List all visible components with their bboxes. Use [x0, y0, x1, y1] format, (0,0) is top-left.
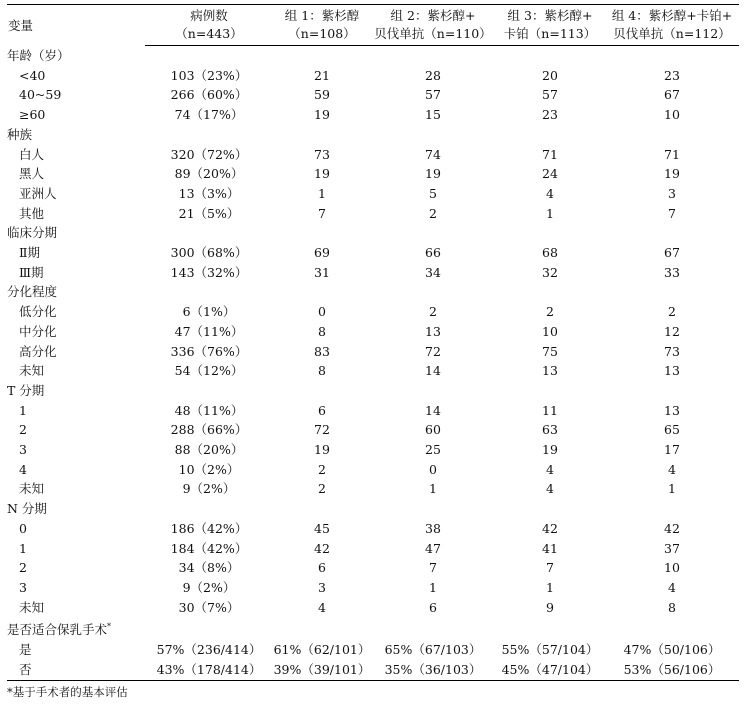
table-cell: 65	[664, 422, 680, 438]
table-cell: 38	[425, 520, 441, 536]
table-cell: 4	[668, 579, 676, 595]
category-label	[7, 381, 145, 401]
table-cell: 7	[546, 560, 554, 576]
table-row	[7, 558, 739, 578]
label-text: <40	[19, 67, 46, 83]
table-cell: 30（7%）	[178, 599, 240, 615]
row-label	[7, 85, 145, 105]
table-cell: 14	[425, 402, 441, 418]
table-cell: 13	[664, 402, 680, 418]
header-group4-line1: 组 4：紫杉醇+卡铂+	[605, 5, 739, 26]
category-spacer	[145, 125, 739, 145]
table-cell: 33	[664, 264, 680, 280]
table-cell: 2	[668, 304, 676, 320]
label-text: 低分化	[19, 304, 57, 320]
table-row	[7, 440, 739, 460]
category-row	[7, 499, 739, 519]
table-cell: 10	[664, 560, 680, 576]
table-row	[7, 184, 739, 204]
label-text: 年龄（岁）	[7, 47, 70, 63]
table-cell: 45	[314, 520, 330, 536]
row-label	[7, 440, 145, 460]
table-cell: 13（3%）	[178, 185, 240, 201]
row-label	[7, 204, 145, 224]
row-label	[7, 164, 145, 184]
label-text: 40~59	[19, 87, 62, 103]
label-text: 临床分期	[7, 225, 58, 241]
table-cell: 35%（36/103）	[371, 660, 495, 680]
table-cell: 74	[425, 146, 441, 162]
table-cell: 266（60%）	[170, 87, 248, 103]
table-cell: 4	[546, 481, 554, 497]
label-text: 未知	[19, 481, 45, 497]
table-cell: 71	[664, 146, 680, 162]
table-cell: 3	[318, 579, 326, 595]
table-cell: 34	[425, 264, 441, 280]
table-cell: 19	[314, 166, 330, 182]
table-row	[7, 519, 739, 539]
row-label	[7, 302, 145, 322]
table-cell: 57%（236/414）	[156, 642, 262, 658]
category-row	[7, 282, 739, 302]
table-row	[7, 263, 739, 283]
table-row	[7, 302, 739, 322]
label-text: 2	[19, 560, 27, 576]
table-cell: 1	[546, 579, 554, 595]
table-row	[7, 640, 739, 660]
category-label	[7, 125, 145, 145]
table-cell: 88（20%）	[174, 442, 244, 458]
table-cell: 60	[425, 422, 441, 438]
category-spacer	[145, 617, 739, 640]
row-label	[7, 479, 145, 499]
table-cell: 288（66%）	[170, 422, 248, 438]
table-cell: 47%（50/106）	[623, 642, 721, 658]
row-label	[7, 401, 145, 421]
label-text: 3	[19, 579, 27, 595]
table-cell: 39%（39/101）	[273, 660, 371, 680]
label-text: 中分化	[19, 323, 57, 339]
table-cell: 1	[429, 579, 437, 595]
table-row	[7, 342, 739, 362]
row-label	[7, 420, 145, 440]
table-row	[7, 420, 739, 440]
table-cell: 19	[314, 107, 330, 123]
table-cell: 42	[542, 520, 558, 536]
table-cell: 1	[668, 481, 676, 497]
table-cell: 1	[429, 481, 437, 497]
table-cell: 21（5%）	[178, 205, 240, 221]
label-text: 4	[19, 461, 27, 477]
table-row	[7, 401, 739, 421]
header-group3-line1: 组 3：紫杉醇+	[495, 5, 605, 26]
table-cell: 10	[664, 107, 680, 123]
row-label	[7, 145, 145, 165]
table-cell: 6	[318, 560, 326, 576]
table-cell: 73	[314, 146, 330, 162]
table-cell: 336（76%）	[170, 343, 248, 359]
table-cell: 72	[425, 343, 441, 359]
table-cell: 17	[664, 442, 680, 458]
table-cell: 48（11%）	[174, 402, 244, 418]
label-text: 种族	[7, 126, 33, 142]
category-spacer	[145, 223, 739, 243]
table-cell: 57	[425, 87, 441, 103]
table-cell: 75	[542, 343, 558, 359]
row-label	[7, 578, 145, 598]
table-cell: 65%（67/103）	[384, 642, 482, 658]
table-cell: 66	[425, 245, 441, 261]
table-cell: 73	[664, 343, 680, 359]
table-cell: 3	[668, 185, 676, 201]
table-cell: 19	[664, 166, 680, 182]
table-cell: 42	[664, 520, 680, 536]
document-page	[7, 4, 739, 700]
row-label	[7, 460, 145, 480]
table-cell: 8	[318, 363, 326, 379]
label-text: 未知	[19, 599, 45, 615]
table-cell: 43%（178/414）	[145, 660, 273, 680]
row-label	[7, 660, 145, 680]
table-cell: 37	[664, 540, 680, 556]
header-group4-line2: 贝伐单抗（n=112）	[605, 25, 739, 46]
header-variable: 变量	[7, 5, 145, 46]
table-cell: 103（23%）	[170, 67, 248, 83]
label-text: ≥60	[19, 107, 46, 123]
table-cell: 6	[429, 599, 437, 615]
table-cell: 1	[546, 205, 554, 221]
table-cell: 2	[429, 205, 437, 221]
table-cell: 4	[318, 599, 326, 615]
table-cell: 47（11%）	[174, 323, 244, 339]
category-label	[7, 223, 145, 243]
label-text: T 分期	[7, 382, 45, 398]
row-label	[7, 322, 145, 342]
table-header	[7, 5, 739, 46]
table-cell: 54（12%）	[174, 363, 244, 379]
header-group1-line1: 组 1：紫杉醇	[273, 5, 371, 26]
table-cell: 89（20%）	[174, 166, 244, 182]
table-row	[7, 539, 739, 559]
table-cell: 41	[542, 540, 558, 556]
label-text: N 分期	[7, 501, 47, 517]
row-label	[7, 558, 145, 578]
table-cell: 8	[318, 323, 326, 339]
table-cell: 0	[429, 461, 437, 477]
table-cell: 47	[425, 540, 441, 556]
table-cell: 23	[542, 107, 558, 123]
table-cell: 67	[664, 87, 680, 103]
header-group3-line2: 卡铂（n=113）	[495, 25, 605, 46]
header-group2-line2: 贝伐单抗（n=110）	[371, 25, 495, 46]
table-cell: 2	[429, 304, 437, 320]
table-cell: 13	[664, 363, 680, 379]
footnote-marker: *	[107, 622, 112, 632]
label-text: 未知	[19, 363, 45, 379]
table-row	[7, 460, 739, 480]
table-cell: 9	[546, 599, 554, 615]
category-spacer	[145, 282, 739, 302]
table-row	[7, 85, 739, 105]
table-cell: 6	[318, 402, 326, 418]
row-label	[7, 539, 145, 559]
table-row	[7, 204, 739, 224]
table-row	[7, 66, 739, 86]
table-row	[7, 105, 739, 125]
table-cell: 12	[664, 323, 680, 339]
table-cell: 55%（57/104）	[501, 642, 599, 658]
table-cell: 67	[664, 245, 680, 261]
table-cell: 68	[542, 245, 558, 261]
row-label	[7, 640, 145, 660]
table-cell: 186（42%）	[170, 520, 248, 536]
category-label	[7, 46, 145, 66]
table-cell: 320（72%）	[170, 146, 248, 162]
header-cases-line2: （n=443）	[145, 25, 273, 46]
label-text: 白人	[19, 146, 45, 162]
category-spacer	[145, 381, 739, 401]
table-cell: 1	[318, 185, 326, 201]
header-cases-line1: 病例数	[145, 5, 273, 26]
table-cell: 9（2%）	[182, 579, 236, 595]
table-cell: 20	[542, 67, 558, 83]
category-spacer	[145, 46, 739, 66]
table-cell: 59	[314, 87, 330, 103]
table-cell: 61%（62/101）	[273, 642, 371, 658]
table-cell: 4	[546, 461, 554, 477]
table-cell: 19	[542, 442, 558, 458]
table-cell: 71	[542, 146, 558, 162]
table-cell: 25	[425, 442, 441, 458]
category-row	[7, 381, 739, 401]
row-label	[7, 519, 145, 539]
table-cell: 4	[546, 185, 554, 201]
label-text: Ⅱ期	[19, 245, 40, 261]
table-cell: 31	[314, 264, 330, 280]
table-cell: 184（42%）	[170, 540, 248, 556]
label-text: 黑人	[19, 166, 45, 182]
table-cell: 0	[318, 304, 326, 320]
label-text: 否	[19, 661, 32, 677]
table-cell: 24	[542, 166, 558, 182]
table-cell: 28	[425, 67, 441, 83]
table-cell: 7	[668, 205, 676, 221]
table-cell: 2	[318, 481, 326, 497]
table-cell: 19	[425, 166, 441, 182]
table-cell: 19	[314, 442, 330, 458]
table-cell: 15	[425, 107, 441, 123]
label-text: 1	[19, 402, 27, 418]
label-text: 亚洲人	[19, 185, 57, 201]
table-row	[7, 243, 739, 263]
table-cell: 300（68%）	[170, 245, 248, 261]
table-row	[7, 598, 739, 618]
table-cell: 13	[425, 323, 441, 339]
table-cell: 13	[542, 363, 558, 379]
table-row	[7, 660, 739, 680]
table-body	[7, 46, 739, 681]
label-text: 0	[19, 520, 27, 536]
category-row	[7, 46, 739, 66]
table-cell: 7	[318, 205, 326, 221]
category-label	[7, 282, 145, 302]
table-row	[7, 361, 739, 381]
table-cell: 57	[542, 87, 558, 103]
label-text: 3	[19, 442, 27, 458]
label-text: 其他	[19, 205, 45, 221]
table-cell: 63	[542, 422, 558, 438]
footnote: *基于手术者的基本评估	[7, 684, 128, 699]
header-group2-line1: 组 2：紫杉醇+	[371, 5, 495, 26]
label-text: 高分化	[19, 343, 57, 359]
table-cell: 34（8%）	[178, 560, 240, 576]
baseline-characteristics-table	[7, 4, 739, 681]
label-text: 2	[19, 422, 27, 438]
table-cell: 45%（47/104）	[495, 660, 605, 680]
table-cell: 2	[546, 304, 554, 320]
label-text: 是否适合保乳手术	[7, 622, 108, 638]
table-cell: 9（2%）	[182, 481, 236, 497]
row-label	[7, 184, 145, 204]
table-cell: 72	[314, 422, 330, 438]
table-row	[7, 145, 739, 165]
table-cell: 42	[314, 540, 330, 556]
table-cell: 74（17%）	[174, 107, 244, 123]
table-row	[7, 164, 739, 184]
table-cell: 10（2%）	[178, 461, 240, 477]
table-cell: 83	[314, 343, 330, 359]
category-label	[7, 499, 145, 519]
header-group1-line2: （n=108）	[273, 25, 371, 46]
category-spacer	[145, 499, 739, 519]
category-label	[7, 617, 145, 640]
row-label	[7, 263, 145, 283]
table-cell: 10	[542, 323, 558, 339]
table-cell: 7	[429, 560, 437, 576]
category-row	[7, 223, 739, 243]
table-cell: 6（1%）	[182, 304, 236, 320]
row-label	[7, 361, 145, 381]
table-row	[7, 322, 739, 342]
row-label	[7, 342, 145, 362]
category-row	[7, 617, 739, 640]
table-cell: 32	[542, 264, 558, 280]
table-cell: 5	[429, 185, 437, 201]
label-text: Ⅲ期	[19, 264, 44, 280]
table-cell: 23	[664, 67, 680, 83]
row-label	[7, 243, 145, 263]
label-text: 是	[19, 642, 32, 658]
row-label	[7, 105, 145, 125]
table-cell: 143（32%）	[170, 264, 248, 280]
row-label	[7, 66, 145, 86]
table-cell: 69	[314, 245, 330, 261]
table-cell: 21	[314, 67, 330, 83]
category-row	[7, 125, 739, 145]
table-cell: 14	[425, 363, 441, 379]
row-label	[7, 598, 145, 618]
table-cell: 11	[542, 402, 558, 418]
table-cell: 2	[318, 461, 326, 477]
label-text: 分化程度	[7, 284, 58, 300]
table-cell: 8	[668, 599, 676, 615]
table-cell: 4	[668, 461, 676, 477]
table-cell: 53%（56/106）	[605, 660, 739, 680]
table-row	[7, 479, 739, 499]
table-row	[7, 578, 739, 598]
label-text: 1	[19, 540, 27, 556]
